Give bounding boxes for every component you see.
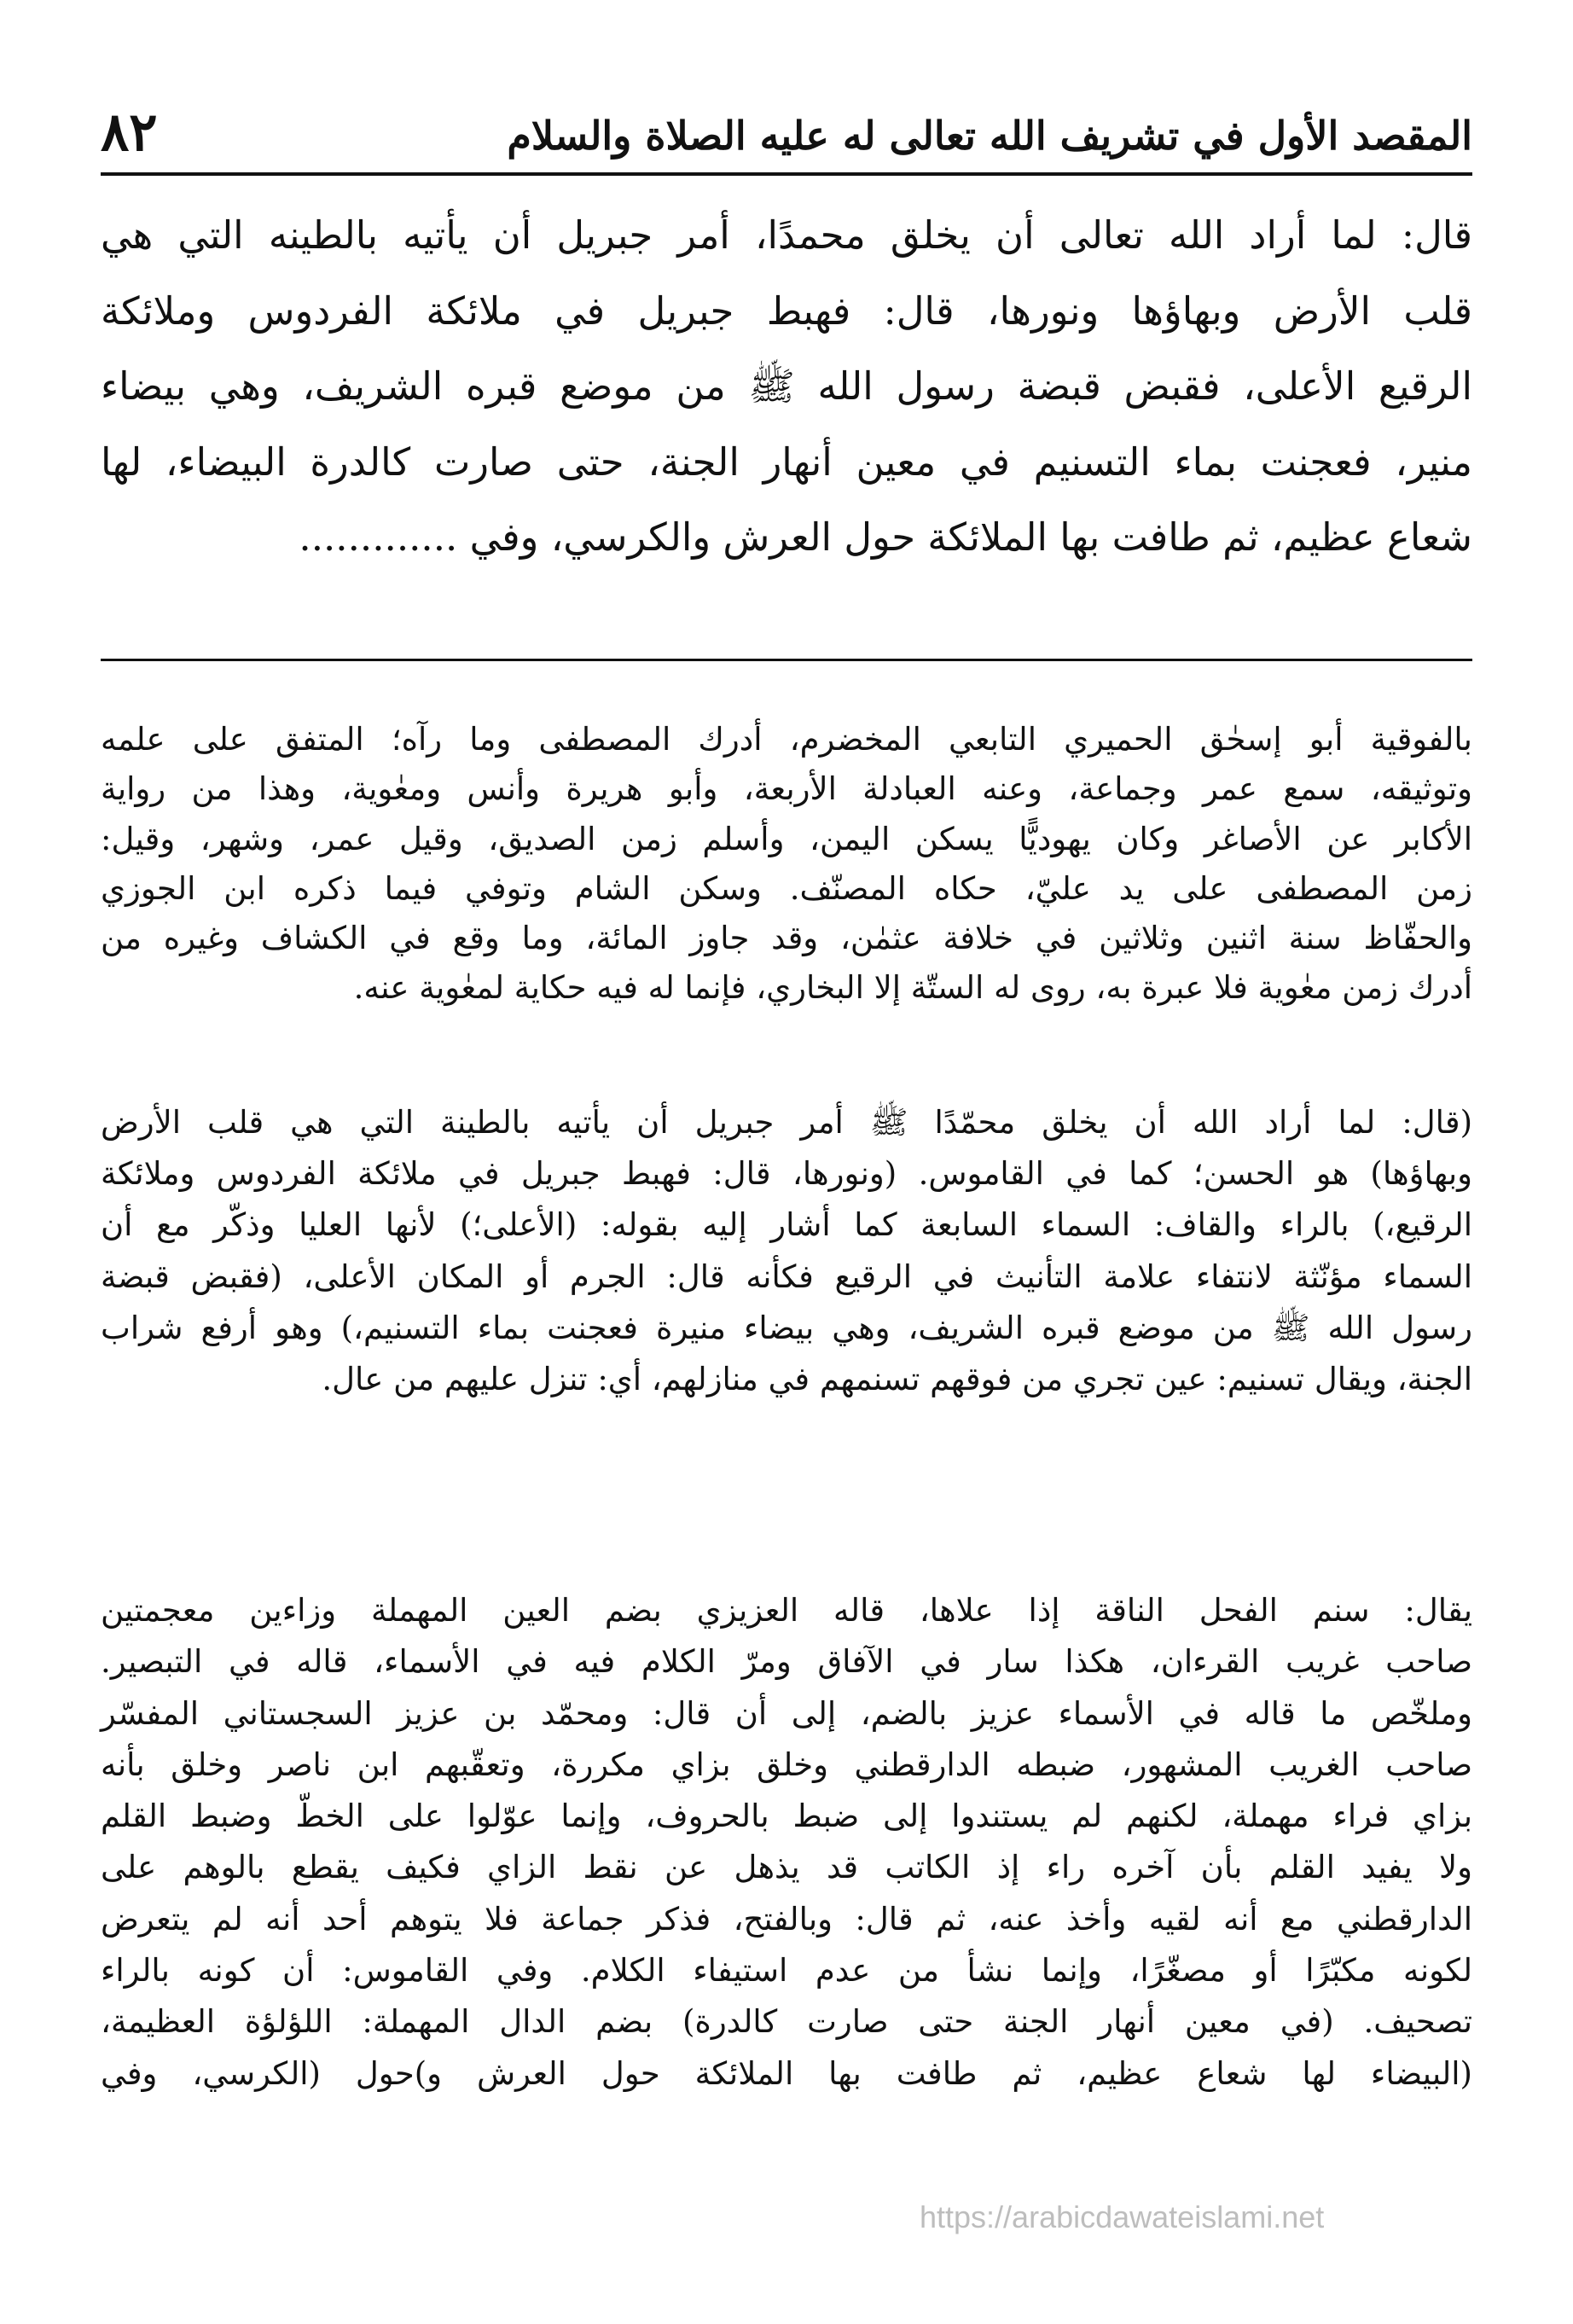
- footnote-divider: [101, 659, 1472, 661]
- commentary-line: وملخّص ما قاله في الأسماء عزيز بالضم، إلى أن قال: ومحمّد بن عزيز السجستاني المفسّر: [101, 1694, 1472, 1732]
- header-divider: [101, 172, 1472, 176]
- commentary-line: ولا يفيد القلم بأن آخره راء إذ الكاتب قد يذهل عن نقط الزاي فكيف يقطع بالوهم على: [101, 1849, 1472, 1886]
- commentary-line: يقال: سنم الفحل الناقة إذا علاها، قاله العزيزي بضم العين المهملة وزاءين معجمتين: [101, 1592, 1472, 1629]
- footnote-line: وتوثيقه، سمع عمر وجماعة، وعنه العبادلة الأربعة، وأبو هريرة وأنس ومعٰوية، وهذا من رواية: [101, 770, 1472, 808]
- main-text-line: شعاع عظيم، ثم طافت بها الملائكة حول العرش والكرسي، وفي .............: [299, 514, 1472, 560]
- page-header: [101, 96, 1472, 164]
- footnote-line: الأكابر عن الأصاغر وكان يهوديًّا يسكن اليمن، وأسلم زمن الصديق، وقيل عمر، وشهر، وقيل:: [101, 820, 1472, 857]
- main-text-block: [101, 198, 1472, 576]
- footnote-line: والحفّاظ سنة اثنين وثلاثين في خلافة عثمٰن، وقد جاوز المائة، وما وقع في الكشاف وغيره من: [101, 920, 1472, 957]
- main-text-line: قال: لما أراد الله تعالى أن يخلق محمدًا، أمر جبريل أن يأتيه بالطينه التي هي: [101, 212, 1472, 258]
- commentary-line: وبهاؤها) هو الحسن؛ كما في القاموس. (ونورها، قال: فهبط جبريل في ملائكة الفردوس وملائكة: [101, 1155, 1472, 1193]
- commentary-line: صاحب الغريب المشهور، ضبطه الدارقطني وخلق بزاي مكررة، وتعقّبهم ابن ناصر وخلق بأنه: [101, 1746, 1472, 1783]
- main-text-line: قلب الأرض وبهاؤها ونورها، قال: فهبط جبريل في ملائكة الفردوس وملائكة: [101, 288, 1472, 334]
- commentary-line: الرقيع،) بالراء والقاف: السماء السابعة كما أشار إليه بقوله: (الأعلى؛) لأنها العليا وذكّر مع أن: [101, 1206, 1472, 1244]
- commentary-line: صاحب غريب القرءان، هكذا سار في الآفاق ومرّ الكلام فيه في الأسماء، قاله في التبصير.: [101, 1643, 1472, 1681]
- footnote-line: بالفوقية أبو إسحٰق الحميري التابعي المخضرم، أدرك المصطفى وما رآه؛ المتفق على علمه: [101, 721, 1472, 758]
- commentary-line: (البيضاء لها شعاع عظيم، ثم طافت بها الملائكة حول العرش و)حول (الكرسي، وفي: [101, 2054, 1472, 2092]
- commentary-line: بزاي فراء مهملة، لكنهم لم يستندوا إلى ضبط بالحروف، وإنما عوّلوا على الخطّ وضبط القلم: [101, 1798, 1472, 1835]
- commentary-line: السماء مؤنّثة لانتفاء علامة التأنيث في الرقيع فكأنه قال: الجرم أو المكان الأعلى، (فقبض قبضة: [101, 1258, 1472, 1295]
- watermark-url: https://arabicdawateislami.net: [920, 2199, 1325, 2234]
- commentary-line: تصحيف. (في معين أنهار الجنة حتى صارت كالدرة) بضم الدال المهملة: اللؤلؤة العظيمة،: [101, 2003, 1472, 2041]
- commentary-line: الدارقطني مع أنه لقيه وأخذ عنه، ثم قال: وبالفتح، فذكر جماعة فلا يتوهم أحد أنه لم يتعرض: [101, 1900, 1472, 1938]
- main-text-line: منير، فعجنت بماء التسنيم في معين أنهار الجنة، حتى صارت كالدرة البيضاء، لها: [101, 439, 1472, 485]
- commentary-line: (قال: لما أراد الله أن يخلق محمّدًا ﷺ أمر جبريل أن يأتيه بالطينة التي هي قلب الأرض: [101, 1104, 1472, 1141]
- running-title: المقصد الأول في تشريف الله تعالى له عليه الصلاة والسلام: [507, 113, 1472, 159]
- footnote-line: أدرك زمن معٰوية فلا عبرة به، روى له الستّة إلا البخاري، فإنما له فيه حكاية لمعٰوية عنه.: [353, 969, 1472, 1007]
- commentary-block-1: [101, 1097, 1472, 1405]
- commentary-line: لكونه مكبّرًا أو مصغّرًا، وإنما نشأ من عدم استيفاء الكلام. وفي القاموس: أن كونه بالراء: [101, 1952, 1472, 1990]
- footnote-block: [101, 715, 1472, 1014]
- commentary-line: الجنة، ويقال تسنيم: عين تجري من فوقهم تسنمهم في منازلهم، أي: تنزل عليهم من عال.: [322, 1360, 1472, 1397]
- commentary-block-2: [101, 1585, 1472, 2100]
- main-text-line: الرقيع الأعلى، فقبض قبضة رسول الله ﷺ من موضع قبره الشريف، وهي بيضاء: [101, 363, 1472, 409]
- page-number: ٨٢: [101, 101, 158, 163]
- commentary-line: رسول الله ﷺ من موضع قبره الشريف، وهي بيضاء منيرة فعجنت بماء التسنيم،) وهو أرفع شراب: [101, 1309, 1472, 1346]
- footnote-line: زمن المصطفى على يد عليّ، حكاه المصنّف. وسكن الشام وتوفي فيما ذكره ابن الجوزي: [101, 869, 1472, 907]
